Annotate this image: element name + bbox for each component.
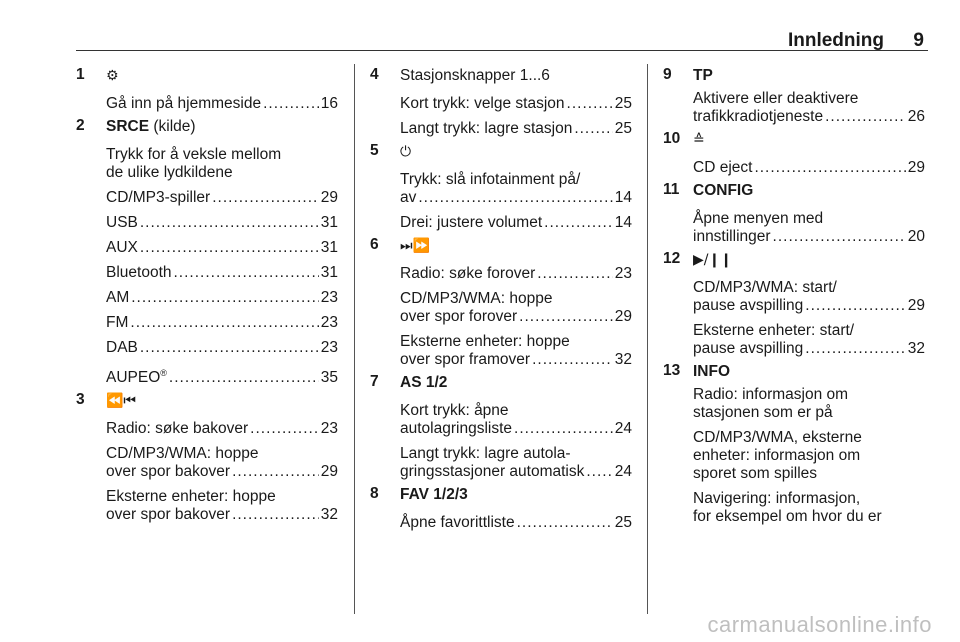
toc-entry: Drei: justere volumet ..... 14 xyxy=(400,214,632,232)
toc-entry: DAB ..... 23 xyxy=(106,339,338,357)
toc-entry: USB ..... 31 xyxy=(106,214,338,232)
item-11 xyxy=(663,181,925,246)
item-3 xyxy=(76,391,338,524)
item-4 xyxy=(370,66,632,138)
toc-entry: Åpne favorittliste ..... 25 xyxy=(400,514,632,532)
toc-entry: Trykk for å veksle mellom de ulike lydkildene xyxy=(106,146,282,181)
item-number: 3 xyxy=(76,391,85,409)
item-number: 5 xyxy=(370,142,379,159)
toc-entry: Radio: søke forover ..... 23 xyxy=(400,265,632,283)
toc-entry: Langt trykk: lagre stasjon ..... 25 xyxy=(400,120,632,138)
toc-entry: AUPEO® ..... 35 xyxy=(106,364,338,387)
toc-entry: Bluetooth ..... 31 xyxy=(106,264,338,282)
toc-entry: CD eject ..... 29 xyxy=(693,159,925,177)
page-number: 9 xyxy=(913,30,924,51)
seek-forward-icon: ⏭⏩ xyxy=(400,238,431,254)
toc-entry: CD/MP3/WMA: hoppe over spor bakover ..... 29 xyxy=(106,445,338,481)
item-10 xyxy=(663,130,925,177)
toc-entry: Kort trykk: åpne autolagringsliste ..... 24 xyxy=(400,402,632,438)
page-title: Innledning xyxy=(787,30,884,51)
toc-entry: Trykk: slå infotainment på/ av ..... 14 xyxy=(400,171,632,207)
item-1 xyxy=(76,66,338,113)
toc-entry: Eksterne enheter: hoppe over spor framover ..... 32 xyxy=(400,333,632,369)
column-2 xyxy=(370,66,632,532)
toc-entry: Radio: informasjon om stasjonen som er på xyxy=(693,386,849,421)
item-13 xyxy=(663,362,925,526)
toc-entry: Gå inn på hjemmeside ..... 16 xyxy=(106,95,338,113)
item-number: 7 xyxy=(370,373,379,390)
item-2: 2 SRCE (kilde) Trykk for å veksle mellom de ulike lydkildene CD/MP3-spiller ..... 29 USB ..... 31 AUX ..... 31 Bluetooth ..... 31 AM ..... 23 FM ..... 23 DAB ..... 23 AUPEO® ..... 35 xyxy=(76,117,338,387)
toc-entry: CD/MP3/WMA: start/ pause avspilling ..... 29 xyxy=(693,279,925,315)
column-divider-1 xyxy=(354,64,355,614)
toc-entry: AM ..... 23 xyxy=(106,289,338,307)
item-number: 11 xyxy=(663,181,680,198)
item-title: CONFIG xyxy=(693,182,754,199)
item-5 xyxy=(370,142,632,232)
toc-entry: Kort trykk: velge stasjon ..... 25 xyxy=(400,95,632,113)
toc-entry: CD/MP3-spiller ..... 29 xyxy=(106,189,338,207)
toc-entry: Radio: søke bakover ..... 23 xyxy=(106,420,338,438)
toc-entry: AUX ..... 31 xyxy=(106,239,338,257)
toc-entry: FM ..... 23 xyxy=(106,314,338,332)
power-icon: ⏻ xyxy=(400,144,412,160)
watermark: carmanualsonline.info xyxy=(707,612,932,637)
seek-back-icon: ⏪⏮ xyxy=(106,393,137,410)
item-7 xyxy=(370,373,632,481)
item-title: INFO xyxy=(693,363,731,380)
item-number: 13 xyxy=(663,362,681,379)
column-1 xyxy=(76,66,338,524)
item-8 xyxy=(370,485,632,532)
item-title: AS 1/2 xyxy=(400,374,448,391)
toc-entry: Åpne menyen med innstillinger ..... 20 xyxy=(693,210,925,246)
toc-entry: Langt trykk: lagre autola- gringsstasjoner automatisk ..... 24 xyxy=(400,445,632,481)
header-rule xyxy=(76,50,928,51)
item-title: TP xyxy=(693,67,713,84)
item-number: 2 xyxy=(76,117,85,134)
item-number: 4 xyxy=(370,66,379,83)
gear-home-icon: ⚙ xyxy=(106,68,119,84)
item-number: 6 xyxy=(370,236,379,253)
item-9 xyxy=(663,66,925,126)
column-divider-2 xyxy=(647,64,648,614)
toc-entry: Eksterne enheter: start/ pause avspilling ..... 32 xyxy=(693,322,925,358)
page-header xyxy=(76,26,928,52)
item-number: 10 xyxy=(663,130,681,147)
item-number: 9 xyxy=(663,66,672,83)
item-number: 12 xyxy=(663,250,681,267)
item-title: FAV 1/2/3 xyxy=(400,486,468,503)
item-number: 1 xyxy=(76,66,85,83)
item-6 xyxy=(370,236,632,369)
item-title: Stasjonsknapper 1...6 xyxy=(400,67,550,84)
item-12 xyxy=(663,250,925,358)
item-number: 8 xyxy=(370,485,379,502)
toc-entry: CD/MP3/WMA: hoppe over spor forover ..... 29 xyxy=(400,290,632,326)
page-ref: 16 xyxy=(320,95,338,112)
toc-entry: Navigering: informasjon, for eksempel om hvor du er xyxy=(693,490,882,525)
play-pause-icon: ▶/❙❙ xyxy=(693,252,732,268)
eject-icon: ≙ xyxy=(693,132,705,148)
toc-entry: Aktivere eller deaktivere trafikkradiotjeneste ..... 26 xyxy=(693,90,925,126)
item-title: SRCE xyxy=(106,118,150,135)
column-3 xyxy=(663,66,925,526)
toc-entry: Eksterne enheter: hoppe over spor bakover ..... 32 xyxy=(106,488,338,524)
toc-entry: CD/MP3/WMA, eksterne enheter: informasjon om sporet som spilles xyxy=(693,429,862,482)
